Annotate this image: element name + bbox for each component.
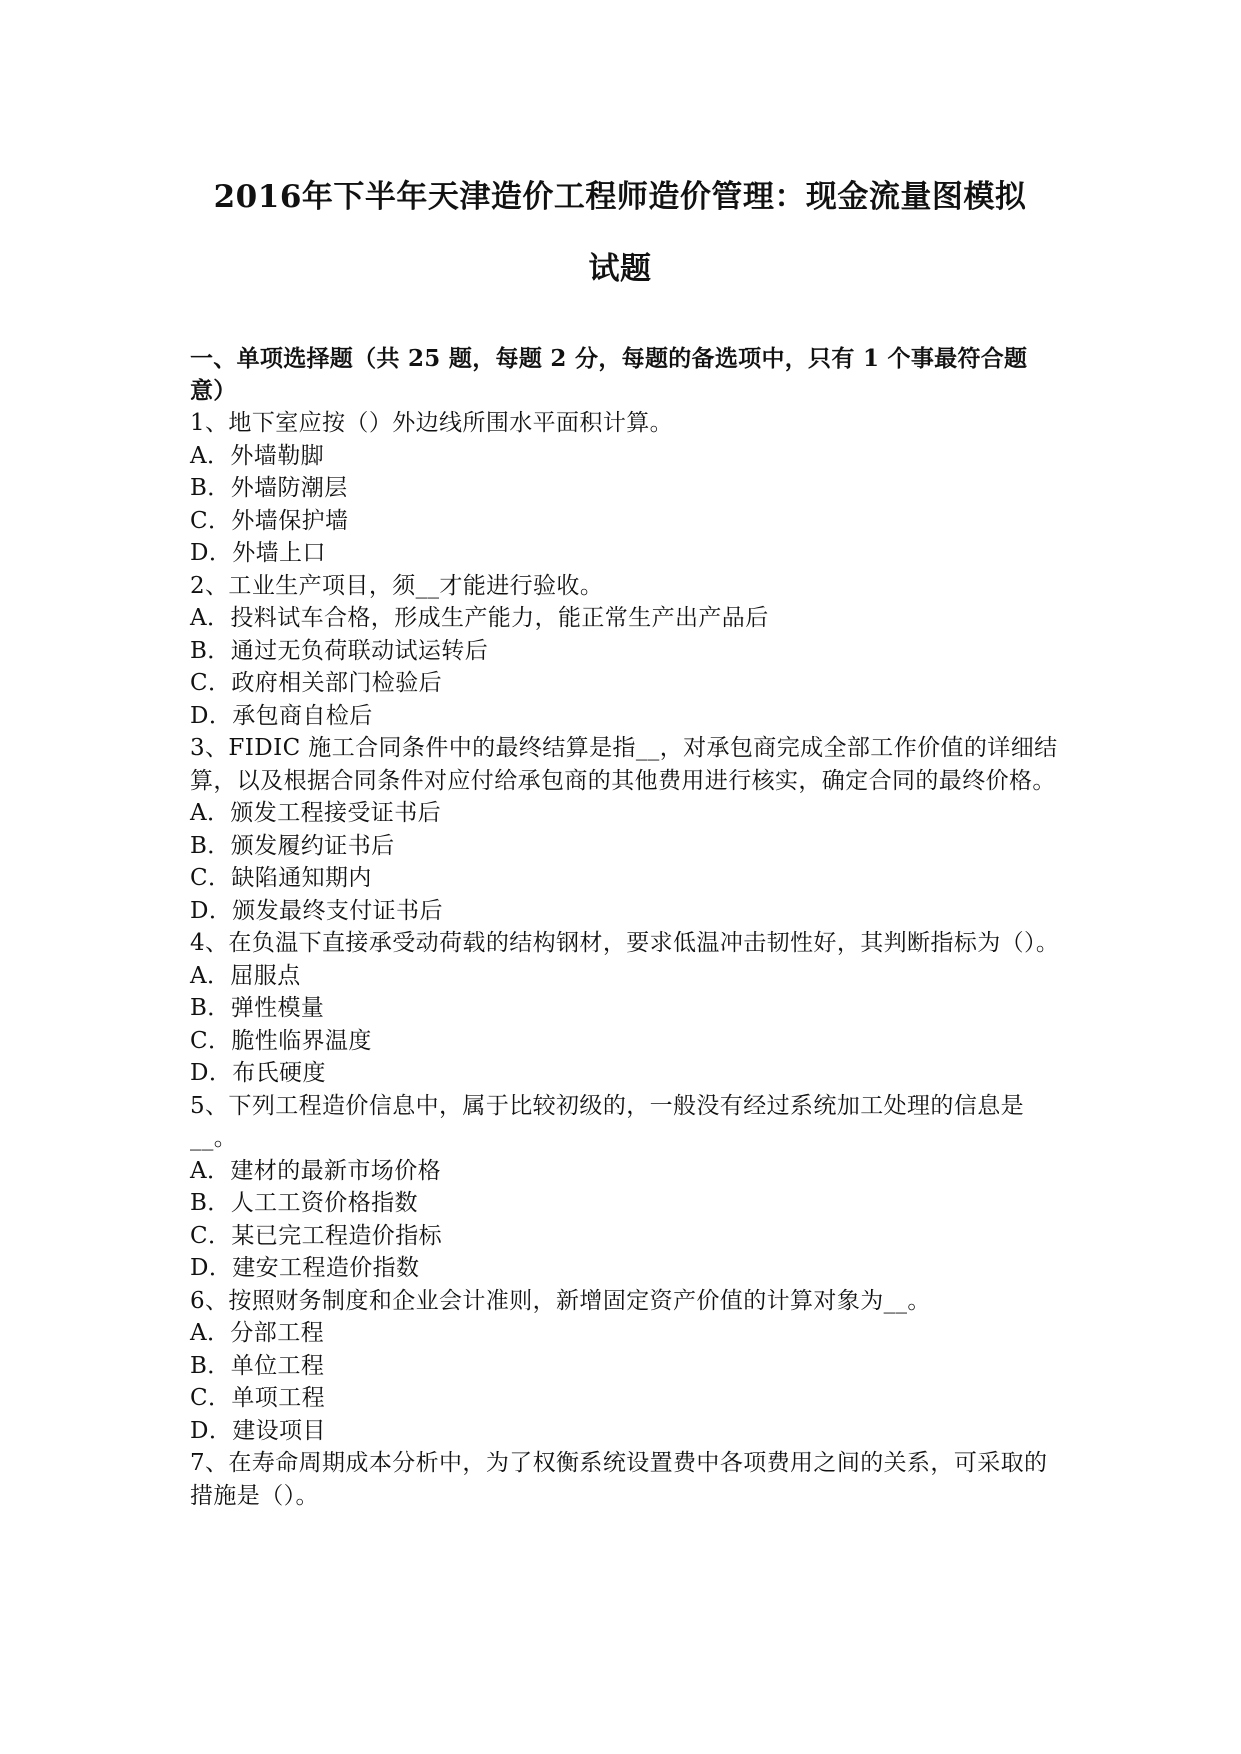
question-stem: 3、FIDIC 施工合同条件中的最终结算是指__，对承包商完成全部工作价值的详细结算，以及根据合同条件对应付给承包商的其他费用进行核实，确定合同的最终价格。 — [190, 735, 1058, 794]
answer-option: B．单位工程 — [190, 1352, 325, 1379]
answer-option: C．政府相关部门检验后 — [190, 670, 442, 696]
answer-option: B．通过无负荷联动试运转后 — [190, 637, 489, 664]
answer-option: B．颁发履约证书后 — [190, 832, 395, 859]
answer-option: D．建安工程造价指数 — [190, 1255, 420, 1281]
answer-option: A．分部工程 — [190, 1320, 325, 1346]
question-stem: 5、下列工程造价信息中，属于比较初级的，一般没有经过系统加工处理的信息是__。 — [190, 1092, 1025, 1151]
question-item — [190, 927, 1060, 1090]
question-stem: 6、按照财务制度和企业会计准则，新增固定资产价值的计算对象为__。 — [190, 1287, 931, 1314]
answer-option: A．投料试车合格，形成生产能力，能正常生产出产品后 — [190, 605, 769, 631]
answer-option: B．弹性模量 — [190, 995, 325, 1021]
question-item — [190, 1447, 1060, 1512]
question-stem: 4、在负温下直接承受动荷载的结构钢材，要求低温冲击韧性好，其判断指标为（）。 — [190, 930, 1060, 956]
answer-option: A．建材的最新市场价格 — [190, 1157, 442, 1184]
question-item — [190, 570, 1060, 733]
question-item — [190, 407, 1060, 570]
answer-option: A．屈服点 — [190, 962, 301, 989]
question-list — [190, 407, 1060, 1512]
answer-option: C．外墙保护墙 — [190, 507, 349, 534]
answer-option: B．外墙防潮层 — [190, 475, 348, 501]
answer-option: D．承包商自检后 — [190, 702, 373, 729]
question-stem: 2、工业生产项目，须__才能进行验收。 — [190, 572, 604, 599]
answer-option: B．人工工资价格指数 — [190, 1190, 418, 1216]
answer-option: C．单项工程 — [190, 1385, 325, 1411]
document-body — [190, 343, 1060, 1512]
section-heading: 一、单项选择题（共 25 题，每题 2 分，每题的备选项中，只有 1 个事最符合题意） — [190, 345, 1028, 404]
answer-option: C．缺陷通知期内 — [190, 865, 372, 891]
document-title — [150, 180, 1090, 286]
title-line-1: 2016年下半年天津造价工程师造价管理：现金流量图模拟 — [213, 179, 1027, 215]
answer-option: D．外墙上口 — [190, 540, 326, 566]
title-line-2: 试题 — [588, 251, 652, 287]
question-stem: 7、在寿命周期成本分析中，为了权衡系统设置费中各项费用之间的关系，可采取的措施是（）。 — [190, 1450, 1048, 1509]
answer-option: C．脆性临界温度 — [190, 1027, 372, 1054]
answer-option: A．颁发工程接受证书后 — [190, 800, 442, 826]
question-item — [190, 732, 1060, 927]
question-stem: 1、地下室应按（）外边线所围水平面积计算。 — [190, 410, 674, 436]
answer-option: D．建设项目 — [190, 1417, 326, 1444]
answer-option: A．外墙勒脚 — [190, 442, 325, 469]
question-item — [190, 1090, 1060, 1285]
answer-option: C．某已完工程造价指标 — [190, 1222, 442, 1249]
answer-option: D．颁发最终支付证书后 — [190, 897, 443, 924]
question-item — [190, 1285, 1060, 1448]
answer-option: D．布氏硬度 — [190, 1060, 326, 1086]
